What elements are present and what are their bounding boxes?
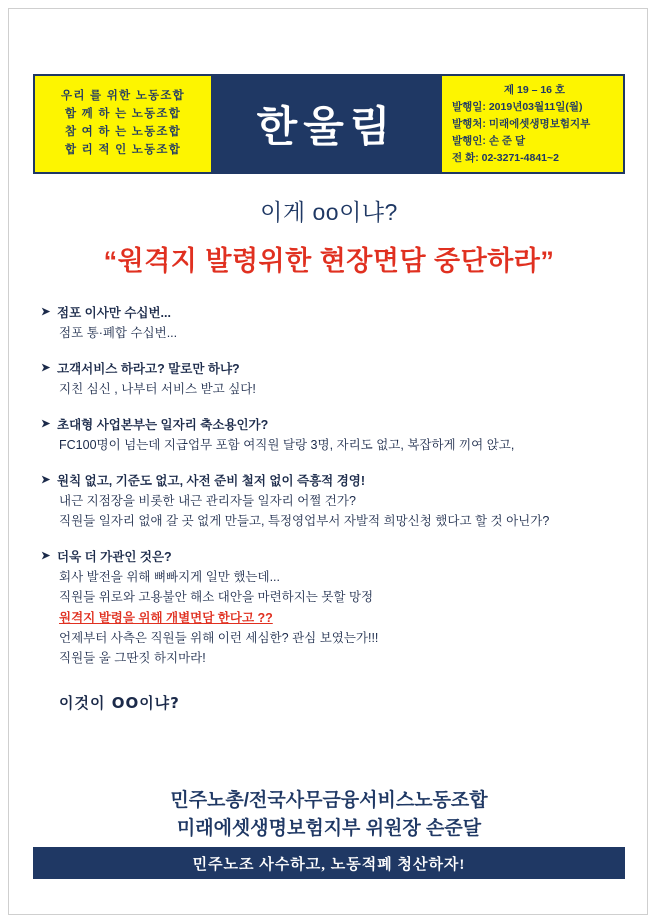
issue-number: 제 19 – 16 호 xyxy=(503,83,566,96)
masthead-slogan-line: 참 여 하 는 노동조합 xyxy=(64,126,182,138)
masthead-slogan-line: 합 리 적 인 노동조합 xyxy=(64,143,182,156)
headline-area xyxy=(9,194,648,278)
masthead xyxy=(33,74,625,174)
phone-number: 전 화: 02-3271-4841~2 xyxy=(452,151,559,164)
bullet-item xyxy=(41,416,621,435)
body-block xyxy=(41,472,621,531)
bullet-text: 더욱 더 가관인 것은? xyxy=(57,550,172,565)
body-line: 회사 발전을 위해 뼈빠지게 일만 했는데... xyxy=(59,570,280,584)
body-line: 내근 지점장을 비롯한 내근 관리자들 일자리 어쩔 건가? xyxy=(59,493,356,508)
body-block xyxy=(41,416,621,455)
issuer: 발행인: 손 준 달 xyxy=(452,134,526,147)
arrow-icon: ➤ xyxy=(41,362,51,374)
arrow-icon: ➤ xyxy=(41,306,51,318)
bullet-item xyxy=(41,548,621,567)
handwritten-note: 이것이 OO이냐? xyxy=(59,694,180,713)
body-line: FC100명이 넘는데 지급업무 포함 여직원 달랑 3명, 자리도 없고, 복잡하게 끼여 앉고, xyxy=(59,437,515,452)
masthead-title-box xyxy=(213,74,440,174)
body-line: 점포 통·폐합 수십번... xyxy=(59,325,178,340)
masthead-slogan-box xyxy=(33,74,213,174)
masthead-slogan-line: 함 께 하 는 노동조합 xyxy=(64,108,182,121)
body-content xyxy=(41,304,621,713)
headline-subtitle: 이게 oo이냐? xyxy=(260,199,398,225)
masthead-slogan-line: 우리 를 위한 노동조합 xyxy=(61,90,185,103)
headline-main: “원격지 발령위한 현장면담 중단하라” xyxy=(103,246,555,276)
footer-slogan: 민주노조 사수하고, 노동적폐 청산하자! xyxy=(192,856,466,873)
bullet-text: 고객서비스 하라고? 말로만 하냐? xyxy=(57,362,240,376)
bullet-item xyxy=(41,360,621,379)
newsletter-title: 한울림 xyxy=(256,105,397,151)
leaflet-page xyxy=(8,8,648,915)
footer-band xyxy=(33,847,625,879)
body-line: 직원들 위로와 고용불안 해소 대안을 마련하지는 못할 망정 xyxy=(59,590,374,605)
masthead-imprint-box xyxy=(440,74,625,174)
publish-date: 발행일: 2019년03월11일(월) xyxy=(452,101,583,114)
body-line: 언제부터 사측은 직원들 위해 이런 세심한? 관심 보였는가!!! xyxy=(59,630,379,645)
bullet-text: 원칙 없고, 기준도 없고, 사전 준비 철저 없이 즉흥적 경영! xyxy=(57,474,366,488)
bullet-item xyxy=(41,304,621,323)
bullet-text: 점포 이사만 수십번... xyxy=(57,306,171,320)
body-block xyxy=(41,360,621,399)
signature-person: 미래에셋생명보험지부 위원장 손준달 xyxy=(176,817,482,839)
bullet-item xyxy=(41,472,621,491)
arrow-icon: ➤ xyxy=(41,474,51,486)
signature-block xyxy=(9,787,648,842)
bullet-text: 초대형 사업본부는 일자리 축소용인가? xyxy=(57,418,269,432)
signature-org: 민주노총/전국사무금융서비스노동조합 xyxy=(170,790,488,811)
body-line: 지친 심신 , 나부터 서비스 받고 싶다! xyxy=(59,381,256,396)
arrow-icon: ➤ xyxy=(41,550,51,563)
body-block xyxy=(41,304,621,343)
arrow-icon: ➤ xyxy=(41,418,51,430)
publisher: 발행처: 미래에셋생명보험지부 xyxy=(452,118,591,131)
body-line-highlighted: 원격지 발령을 위해 개별면담 한다고 ?? xyxy=(59,610,273,625)
body-block xyxy=(41,548,621,668)
body-line: 직원들 일자리 없애 갈 곳 없게 만들고, 특정영업부서 자발적 희망신청 했다고 할 것 아닌가? xyxy=(59,514,550,528)
body-line: 직원들 울 그딴짓 하지마라! xyxy=(59,651,206,665)
